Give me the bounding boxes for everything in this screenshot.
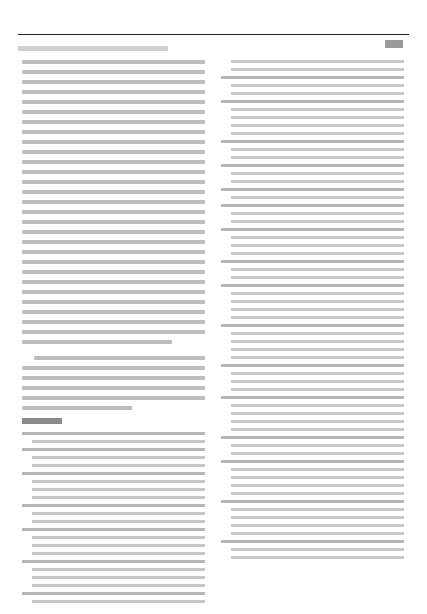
left-column-text [22, 60, 205, 608]
references-heading [22, 418, 62, 424]
reference-list-left [22, 432, 205, 603]
running-head [18, 46, 168, 51]
page-header [18, 14, 409, 35]
right-column-references [221, 60, 404, 564]
page-number [385, 40, 403, 48]
